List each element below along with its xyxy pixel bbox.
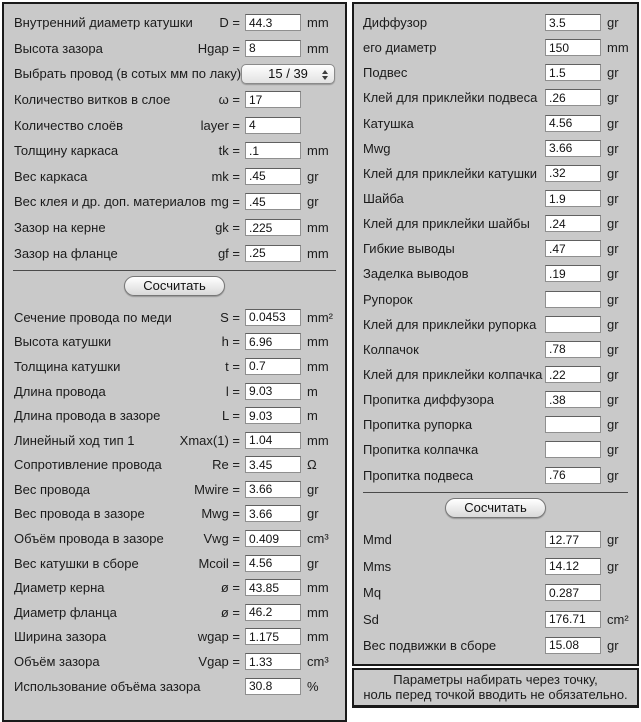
parameter-unit: gr: [307, 506, 319, 522]
parameter-label: Вес провода в зазоре: [14, 506, 145, 522]
parameter-unit: mm: [307, 334, 329, 350]
parameter-value-input[interactable]: [245, 333, 301, 350]
parameter-label: Пропитка рупорка: [363, 417, 473, 433]
parameter-unit: gr: [607, 442, 619, 458]
parameter-label: Вес катушки в сборе: [14, 555, 139, 571]
parameter-row: [4, 87, 345, 113]
parameter-label: Mmd: [363, 532, 392, 548]
parameter-symbol: gf =: [217, 245, 240, 261]
parameter-row: [4, 453, 345, 478]
parameter-row: [354, 236, 637, 261]
parameter-symbol: Mwire =: [194, 481, 240, 497]
parameter-value-input[interactable]: [545, 558, 601, 575]
parameter-label: Подвес: [363, 65, 408, 81]
parameter-unit: cm²: [607, 611, 629, 627]
parameter-unit: gr: [607, 392, 619, 408]
parameter-row: [354, 579, 637, 605]
parameter-label: Сечение провода по меди: [14, 309, 172, 325]
parameter-value-input[interactable]: [245, 117, 301, 134]
parameter-unit: mm: [307, 432, 329, 448]
parameter-unit: gr: [607, 266, 619, 282]
parameter-row: [354, 553, 637, 579]
parameter-value-input[interactable]: [245, 358, 301, 375]
parameter-label: Длина провода: [14, 383, 106, 399]
parameter-label: его диаметр: [363, 40, 437, 56]
coil-calculator-panel: [2, 2, 347, 722]
parameter-symbol: mg =: [210, 194, 240, 210]
parameter-value-input[interactable]: [245, 14, 301, 31]
parameter-unit: m: [307, 383, 318, 399]
parameter-value-input[interactable]: [245, 91, 301, 108]
parameter-row: [354, 606, 637, 632]
parameter-label: Ширина зазора: [14, 629, 107, 645]
parameter-row: [4, 240, 345, 266]
parameter-row: [354, 186, 637, 211]
parameter-row: [354, 527, 637, 553]
parameter-label: Вес клея и др. доп. материалов: [14, 194, 206, 210]
parameter-row: [4, 600, 345, 625]
parameter-unit: gr: [607, 316, 619, 332]
parameter-unit: gr: [607, 216, 619, 232]
parameter-row: [4, 477, 345, 502]
parameter-unit: mm: [307, 15, 329, 31]
parameter-value-input[interactable]: [545, 215, 601, 232]
parameter-symbol: Xmax(1) =: [179, 432, 240, 448]
parameter-symbol: mk =: [211, 168, 240, 184]
parameter-value-input[interactable]: [245, 432, 301, 449]
parameter-row: [4, 526, 345, 551]
parameter-value-input[interactable]: [245, 383, 301, 400]
parameter-label: Пропитка диффузора: [363, 392, 494, 408]
parameter-row: [354, 337, 637, 362]
parameter-unit: gr: [607, 90, 619, 106]
parameter-unit: gr: [307, 481, 319, 497]
parameter-unit: gr: [607, 341, 619, 357]
parameter-row: [4, 330, 345, 355]
parameter-unit: gr: [607, 165, 619, 181]
parameter-label: Высота зазора: [14, 40, 103, 56]
parameter-row: [354, 412, 637, 437]
wire-select-label: Выбрать провод (в сотых мм по лаку): [14, 66, 242, 82]
parameter-row: [4, 379, 345, 404]
parameter-unit: gr: [607, 467, 619, 483]
parameter-row: [354, 632, 637, 658]
parameter-value-input[interactable]: [245, 481, 301, 498]
parameter-unit: gr: [607, 191, 619, 207]
parameter-row: [4, 625, 345, 650]
parameter-value-input[interactable]: [245, 40, 301, 57]
parameter-symbol: Hgap =: [197, 40, 240, 56]
parameter-row: [4, 305, 345, 330]
parameter-symbol: l =: [225, 383, 240, 399]
parameter-value-input[interactable]: [545, 39, 601, 56]
parameter-label: Высота катушки: [14, 334, 112, 350]
parameter-row: [4, 112, 345, 138]
mass-calculator-panel: [352, 2, 639, 666]
parameter-unit: m: [307, 408, 318, 424]
parameter-symbol: wgap =: [197, 629, 240, 645]
parameter-symbol: Mwg =: [201, 506, 240, 522]
parameter-value-input[interactable]: [545, 467, 601, 484]
parameter-value-input[interactable]: [545, 165, 601, 182]
parameter-label: Вес каркаса: [14, 168, 88, 184]
parameter-label: Клей для приклейки подвеса: [363, 90, 538, 106]
parameter-row: [4, 215, 345, 241]
parameter-symbol: D =: [219, 15, 240, 31]
parameter-unit: mm²: [307, 309, 333, 325]
parameter-unit: gr: [307, 168, 319, 184]
right-separator: [363, 492, 628, 493]
parameter-label: Количество слоёв: [14, 117, 124, 133]
parameter-value-input[interactable]: [545, 89, 601, 106]
parameter-row: [4, 551, 345, 576]
parameter-label: Диаметр фланца: [14, 604, 117, 620]
parameter-row: [354, 437, 637, 462]
parameter-label: Количество витков в слое: [14, 92, 171, 108]
parameter-label: Вес подвижки в сборе: [363, 637, 497, 653]
wire-select-row: [4, 61, 345, 87]
parameter-row: [354, 312, 637, 337]
parameter-value-input[interactable]: [245, 142, 301, 159]
parameter-value-input[interactable]: [245, 653, 301, 670]
parameter-label: Длина провода в зазоре: [14, 408, 161, 424]
parameter-value-input[interactable]: [245, 604, 301, 621]
parameter-label: Рупорок: [363, 291, 413, 307]
parameter-symbol: ω =: [218, 92, 240, 108]
parameter-unit: cm³: [307, 531, 329, 547]
coil-input-rows: [4, 10, 345, 61]
parameter-label: Mms: [363, 558, 392, 574]
parameter-label: Клей для приклейки катушки: [363, 165, 537, 181]
parameter-value-input[interactable]: [545, 265, 601, 282]
parameter-unit: mm: [607, 40, 629, 56]
parameter-row: [4, 403, 345, 428]
parameter-label: Внутренний диаметр катушки: [14, 15, 193, 31]
parameter-label: Катушка: [363, 115, 414, 131]
parameter-label: Заделка выводов: [363, 266, 469, 282]
parameter-value-input[interactable]: [245, 309, 301, 326]
parameter-unit: gr: [607, 367, 619, 383]
parameter-value-input[interactable]: [545, 115, 601, 132]
mass-output-rows: [354, 527, 637, 659]
coil-output-rows: [4, 305, 345, 699]
parameter-unit: gr: [307, 194, 319, 210]
parameter-row: [354, 261, 637, 286]
parameter-row: [4, 649, 345, 674]
parameter-unit: mm: [307, 143, 329, 159]
wire-size-select[interactable]: [241, 64, 335, 84]
parameter-symbol: layer =: [200, 117, 240, 133]
left-calculate-button[interactable]: Сосчитать: [124, 276, 225, 296]
parameter-label: Sd: [363, 611, 379, 627]
left-separator: [13, 270, 336, 271]
parameter-unit: gr: [607, 15, 619, 31]
parameter-value-input[interactable]: [545, 316, 601, 333]
parameter-label: Гибкие выводы: [363, 241, 455, 257]
parameter-label: Пропитка подвеса: [363, 467, 474, 483]
parameter-unit: gr: [607, 558, 619, 574]
parameter-row: [354, 111, 637, 136]
parameter-row: [354, 85, 637, 110]
parameter-value-input[interactable]: [545, 441, 601, 458]
parameter-label: Колпачок: [363, 341, 419, 357]
parameter-row: [354, 362, 637, 387]
parameter-value-input[interactable]: [545, 391, 601, 408]
parameter-unit: Ω: [307, 457, 317, 473]
coil-input-rows: [4, 87, 345, 266]
parameter-symbol: h =: [221, 334, 240, 350]
parameter-row: [354, 387, 637, 412]
parameter-unit: mm: [307, 580, 329, 596]
parameter-label: Зазор на керне: [14, 220, 106, 236]
parameter-value-input[interactable]: [545, 291, 601, 308]
parameter-row: [354, 10, 637, 35]
parameter-label: Mwg: [363, 140, 391, 156]
parameter-value-input[interactable]: [545, 366, 601, 383]
parameter-unit: mm: [307, 629, 329, 645]
parameter-label: Шайба: [363, 191, 404, 207]
parameter-row: [4, 36, 345, 62]
parameter-unit: gr: [307, 555, 319, 571]
select-stepper-icon: [322, 70, 328, 80]
parameter-symbol: Mcoil =: [198, 555, 240, 571]
parameter-value-input[interactable]: [545, 341, 601, 358]
parameter-row: [354, 161, 637, 186]
parameter-label: Вес провода: [14, 481, 91, 497]
parameter-unit: %: [307, 678, 319, 694]
parameter-value-input[interactable]: [545, 611, 601, 628]
parameter-label: Клей для приклейки шайбы: [363, 216, 530, 232]
parameter-row: [4, 428, 345, 453]
parameter-row: [354, 211, 637, 236]
parameter-label: Диаметр керна: [14, 580, 105, 596]
parameter-row: [354, 35, 637, 60]
parameter-label: Клей для приклейки рупорка: [363, 316, 537, 332]
parameter-value-input[interactable]: [545, 584, 601, 601]
mass-calculator-wrap: [352, 2, 639, 708]
parameter-label: Пропитка колпачка: [363, 442, 479, 458]
right-calculate-button[interactable]: Сосчитать: [445, 498, 546, 518]
parameter-value-input[interactable]: [245, 193, 301, 210]
parameter-row: [4, 10, 345, 36]
parameter-value-input[interactable]: [545, 190, 601, 207]
parameter-value-input[interactable]: [545, 240, 601, 257]
parameter-unit: cm³: [307, 654, 329, 670]
parameter-label: Толщина катушки: [14, 358, 121, 374]
parameter-symbol: Vwg =: [203, 531, 240, 547]
wire-size-selected-value: 15 / 39: [268, 66, 308, 82]
parameter-unit: gr: [607, 532, 619, 548]
parameter-value-input[interactable]: [545, 64, 601, 81]
parameter-symbol: L =: [222, 408, 240, 424]
parameter-unit: gr: [607, 115, 619, 131]
parameter-value-input[interactable]: [545, 14, 601, 31]
parameter-value-input[interactable]: [245, 219, 301, 236]
parameter-label: Объём зазора: [14, 654, 100, 670]
parameter-unit: mm: [307, 220, 329, 236]
parameter-symbol: gk =: [215, 220, 240, 236]
parameter-label: Сопротивление провода: [14, 457, 162, 473]
input-format-note: [352, 668, 639, 708]
parameter-value-input[interactable]: [245, 407, 301, 424]
parameter-label: Клей для приклейки колпачка: [363, 367, 543, 383]
parameter-unit: mm: [307, 604, 329, 620]
note-line-1: Параметры набирать через точку,: [393, 671, 598, 687]
parameter-value-input[interactable]: [245, 678, 301, 695]
parameter-row: [354, 136, 637, 161]
parameter-symbol: ø =: [220, 604, 240, 620]
parameter-label: Объём провода в зазоре: [14, 531, 164, 547]
parameter-label: Линейный ход тип 1: [14, 432, 135, 448]
parameter-symbol: ø =: [220, 580, 240, 596]
parameter-row: [354, 463, 637, 488]
parameter-unit: gr: [607, 417, 619, 433]
parameter-unit: gr: [607, 241, 619, 257]
parameter-unit: mm: [307, 245, 329, 261]
parameter-symbol: Vgap =: [198, 654, 240, 670]
parameter-label: Диффузор: [363, 15, 428, 31]
parameter-value-input[interactable]: [245, 555, 301, 572]
parameter-symbol: Re =: [212, 457, 240, 473]
parameter-value-input[interactable]: [545, 140, 601, 157]
parameter-symbol: t =: [225, 358, 240, 374]
parameter-symbol: S =: [220, 309, 240, 325]
parameter-label: Зазор на фланце: [14, 245, 118, 261]
parameter-row: [4, 138, 345, 164]
parameter-unit: mm: [307, 358, 329, 374]
parameter-value-input[interactable]: [245, 628, 301, 645]
parameter-value-input[interactable]: [545, 416, 601, 433]
parameter-row: [4, 164, 345, 190]
note-line-2: ноль перед точкой вводить не обязательно.: [363, 686, 628, 702]
parameter-label: Mq: [363, 585, 382, 601]
parameter-value-input[interactable]: [245, 579, 301, 596]
parameter-row: [4, 502, 345, 527]
parameter-value-input[interactable]: [245, 245, 301, 262]
mass-input-rows: [354, 10, 637, 488]
parameter-symbol: tk =: [218, 143, 240, 159]
parameter-value-input[interactable]: [245, 530, 301, 547]
parameter-value-input[interactable]: [245, 456, 301, 473]
parameter-row: [4, 189, 345, 215]
parameter-row: [4, 674, 345, 699]
parameter-row: [4, 354, 345, 379]
parameter-value-input[interactable]: [545, 531, 601, 548]
parameter-unit: gr: [607, 65, 619, 81]
parameter-unit: gr: [607, 637, 619, 653]
parameter-value-input[interactable]: [245, 505, 301, 522]
parameter-label: Толщину каркаса: [14, 143, 119, 159]
parameter-unit: gr: [607, 140, 619, 156]
parameter-row: [354, 287, 637, 312]
parameter-row: [4, 575, 345, 600]
parameter-label: Использование объёма зазора: [14, 678, 201, 694]
parameter-unit: mm: [307, 40, 329, 56]
parameter-unit: gr: [607, 291, 619, 307]
parameter-value-input[interactable]: [245, 168, 301, 185]
parameter-row: [354, 60, 637, 85]
parameter-value-input[interactable]: [545, 637, 601, 654]
